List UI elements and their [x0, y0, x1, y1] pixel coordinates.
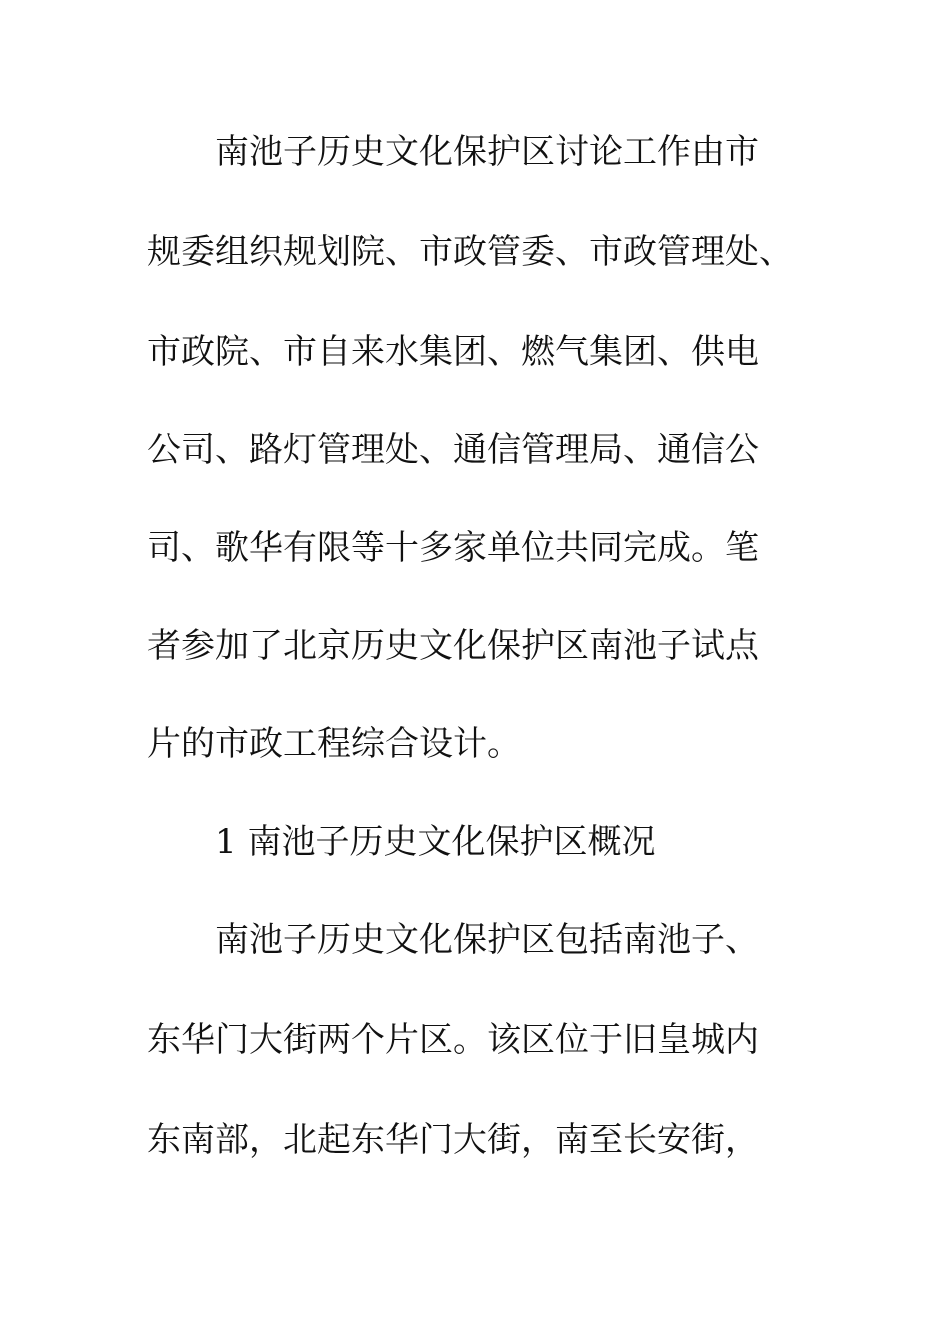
paragraph-2-line-2: 东华门大街两个片区。该区位于旧皇城内 — [147, 1020, 759, 1060]
section-heading: 1 南池子历史文化保护区概况 — [215, 822, 656, 862]
paragraph-1-line-2: 规委组织规划院、市政管委、市政管理处、 — [147, 232, 793, 272]
paragraph-1-line-4: 公司、路灯管理处、通信管理局、通信公 — [147, 430, 759, 470]
paragraph-1-line-7: 片的市政工程综合设计。 — [147, 724, 521, 764]
paragraph-1-line-1: 南池子历史文化保护区讨论工作由市 — [215, 132, 759, 172]
paragraph-1-line-6: 者参加了北京历史文化保护区南池子试点 — [147, 626, 759, 666]
paragraph-2-line-3: 东南部，北起东华门大街，南至长安街， — [147, 1120, 759, 1160]
paragraph-2-line-1: 南池子历史文化保护区包括南池子、 — [215, 920, 759, 960]
paragraph-1-line-3: 市政院、市自来水集团、燃气集团、供电 — [147, 332, 759, 372]
paragraph-1-line-5: 司、歌华有限等十多家单位共同完成。笔 — [147, 528, 759, 568]
